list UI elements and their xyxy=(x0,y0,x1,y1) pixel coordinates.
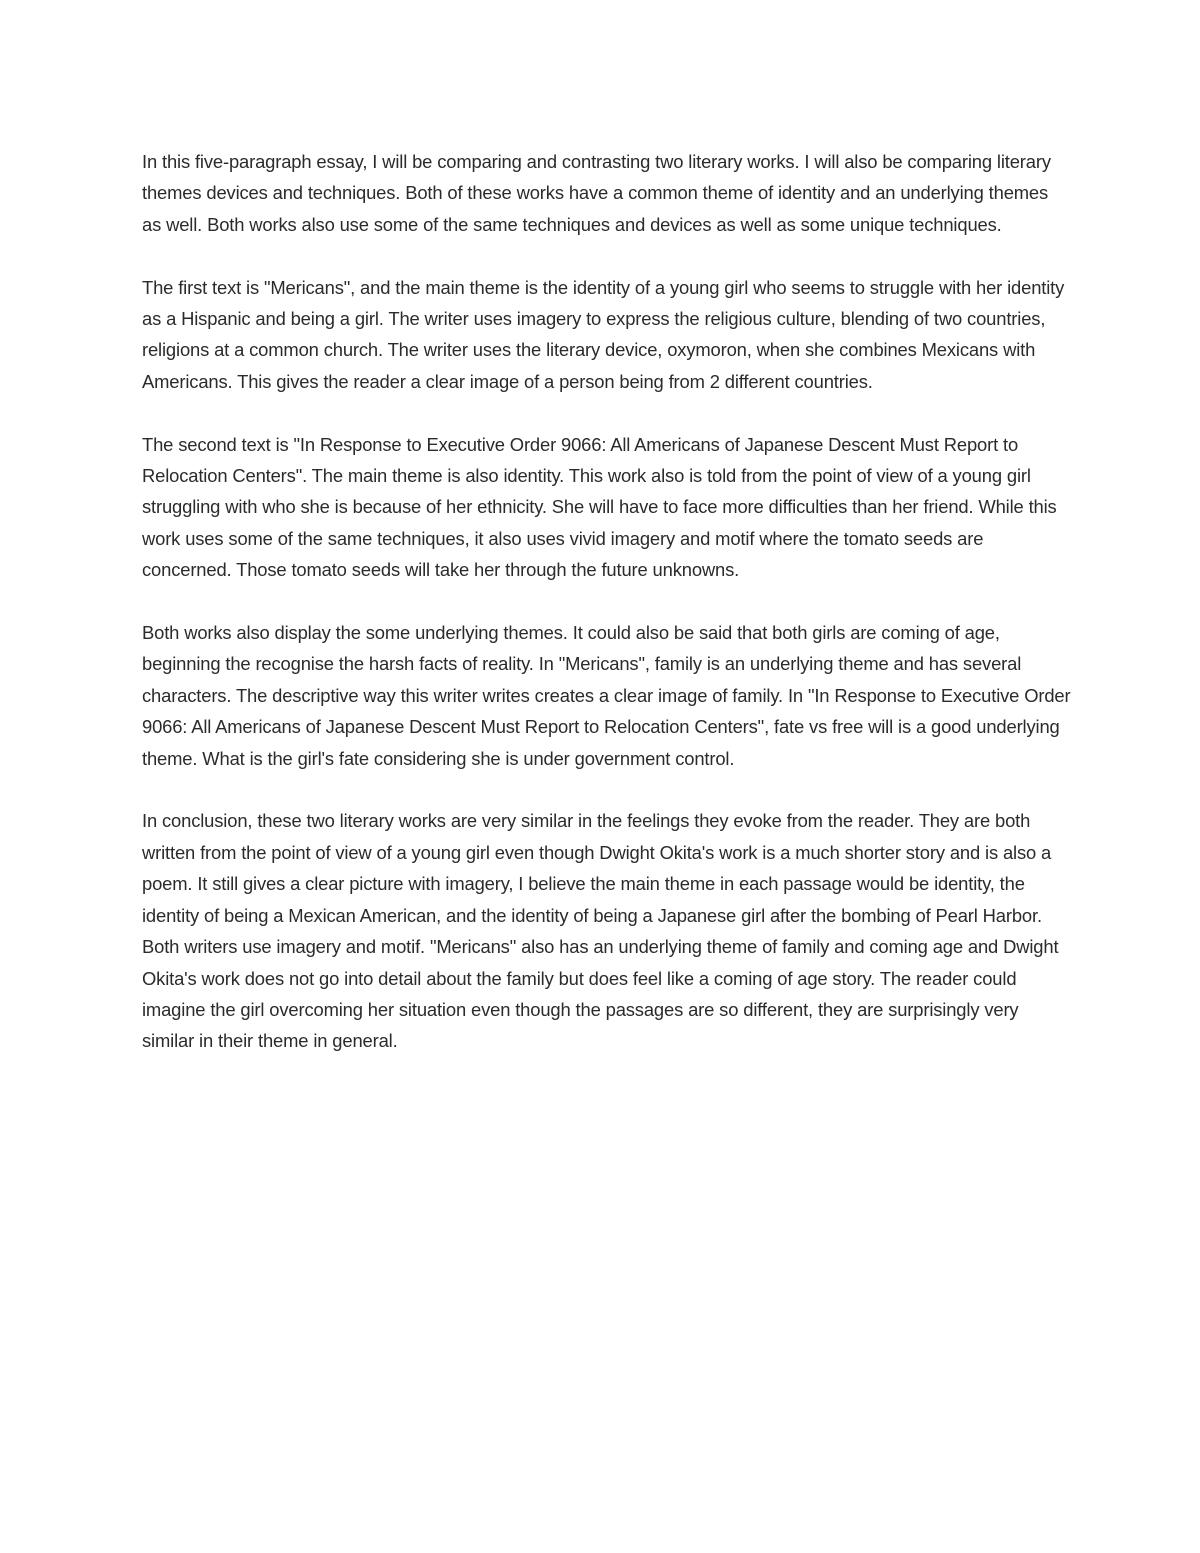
paragraph-underlying-themes: Both works also display the some underlying themes. It could also be said that both girls are coming of age, beginning the recognise the harsh facts of reality. In "Mericans", family is an underlying theme and has several characters. The descriptive way this writer writes creates a clear image of family. In "In Response to Executive Order 9066: All Americans of Japanese Descent Must Report to Relocation Centers", fate vs free will is a good underlying theme. What is the girl's fate considering she is under government control. xyxy=(142,622,1071,769)
paragraph-mericans: The first text is "Mericans", and the main theme is the identity of a young girl who seems to struggle with her identity as a Hispanic and being a girl. The writer uses imagery to express the religious culture, blending of two countries, religions at a common church. The writer uses the literary device, oxymoron, when she combines Mexicans with Americans. This gives the reader a clear image of a person being from 2 different countries. xyxy=(142,276,1065,392)
essay-body xyxy=(142,146,1072,1088)
paragraph-introduction: In this five-paragraph essay, I will be comparing and contrasting two literary works. I will also be comparing literary themes devices and techniques. Both of these works have a common theme of identity and an underlying themes as well. Both works also use some of the same techniques and devices as well as some unique techniques. xyxy=(142,151,1051,235)
paragraph-executive-order: The second text is "In Response to Executive Order 9066: All Americans of Japanese Descent Must Report to Relocation Centers". The main theme is also identity. This work also is told from the point of view of a young girl struggling with who she is because of her ethnicity. She will have to face more difficulties than her friend. While this work uses some of the same techniques, it also uses vivid imagery and motif where the tomato seeds are concerned. Those tomato seeds will take her through the future unknowns. xyxy=(142,433,1057,581)
paragraph-conclusion: In conclusion, these two literary works are very similar in the feelings they evoke from the reader. They are both written from the point of view of a young girl even though Dwight Okita's work is a much shorter story and is also a poem. It still gives a clear picture with imagery, I believe the main theme in each passage would be identity, the identity of being a Mexican American, and the identity of being a Japanese girl after the bombing of Pearl Harbor. Both writers use imagery and motif. "Mericans" also has an underlying theme of family and coming age and Dwight Okita's work does not go into detail about the family but does feel like a coming of age story. The reader could imagine the girl overcoming her situation even though the passages are so different, they are surprisingly very similar in their theme in general. xyxy=(142,810,1059,1052)
